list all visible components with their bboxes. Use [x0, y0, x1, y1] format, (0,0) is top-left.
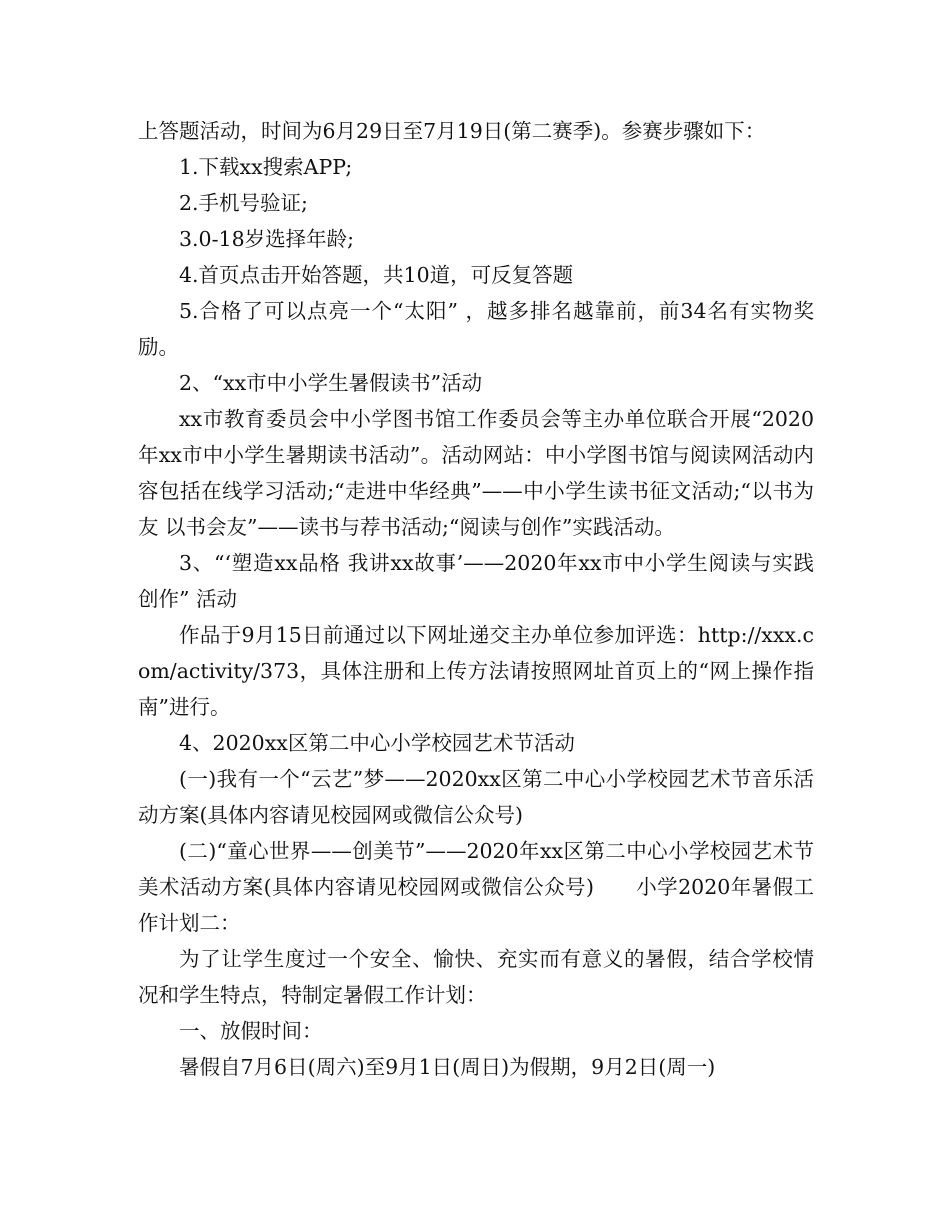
section-heading-creation-activity: 3、“‘塑造xx品格 我讲xx故事’——2020年xx市中小学生阅读与实践创作” 活动	[138, 551, 814, 611]
paragraph-14: 为了让学生度过一个安全、愉快、充实而有意义的暑假，结合学校情况和学生特点，特制定暑假工作计划：	[138, 947, 814, 1007]
paragraph-8: xx市教育委员会中小学图书馆工作委员会等主办单位联合开展“2020年xx市中小学生暑期读书活动”。活动网站：中小学图书馆与阅读网活动内容包括在线学习活动;“走进中华经典”——中小学生读书征文活动;“以书为友 以书会友”——读书与荐书活动;“阅读与创作”实践活动。	[138, 407, 814, 539]
paragraph-1: 上答题活动，时间为6月29日至7月19日(第二赛季)。参赛步骤如下：	[138, 119, 766, 143]
section-heading-art-festival: 4、2020xx区第二中心小学校园艺术节活动	[179, 731, 575, 755]
paragraph-16: 暑假自7月6日(周六)至9月1日(周日)为假期，9月2日(周一)	[179, 1055, 716, 1079]
section-heading-reading-activity: 2、“xx市中小学生暑假读书”活动	[179, 371, 483, 395]
document-body	[138, 113, 814, 1085]
paragraph-2: 1.下载xx搜索APP;	[179, 155, 353, 179]
paragraph-12: (一)我有一个“云艺”梦——2020xx区第二中心小学校园艺术节音乐活动方案(具体内容请见校园网或微信公众号)	[138, 767, 814, 827]
paragraph-3: 2.手机号验证;	[179, 191, 308, 215]
paragraph-6: 5.合格了可以点亮一个“太阳” ，越多排名越靠前，前34名有实物奖励。	[138, 299, 814, 359]
paragraph-10: 作品于9月15日前通过以下网址递交主办单位参加评选：http://xxx.com/activity/373，具体注册和上传方法请按照网址首页上的“网上操作指南”进行。	[138, 623, 814, 719]
section-heading-holiday-time: 一、放假时间：	[179, 1019, 323, 1043]
paragraph-4: 3.0-18岁选择年龄;	[179, 227, 355, 251]
paragraph-13: (二)“童心世界——创美节”——2020年xx区第二中心小学校园艺术节美术活动方案(具体内容请见校园网或微信公众号) 小学2020年暑假工作计划二：	[138, 839, 814, 935]
paragraph-5: 4.首页点击开始答题，共10道，可反复答题	[179, 263, 574, 287]
